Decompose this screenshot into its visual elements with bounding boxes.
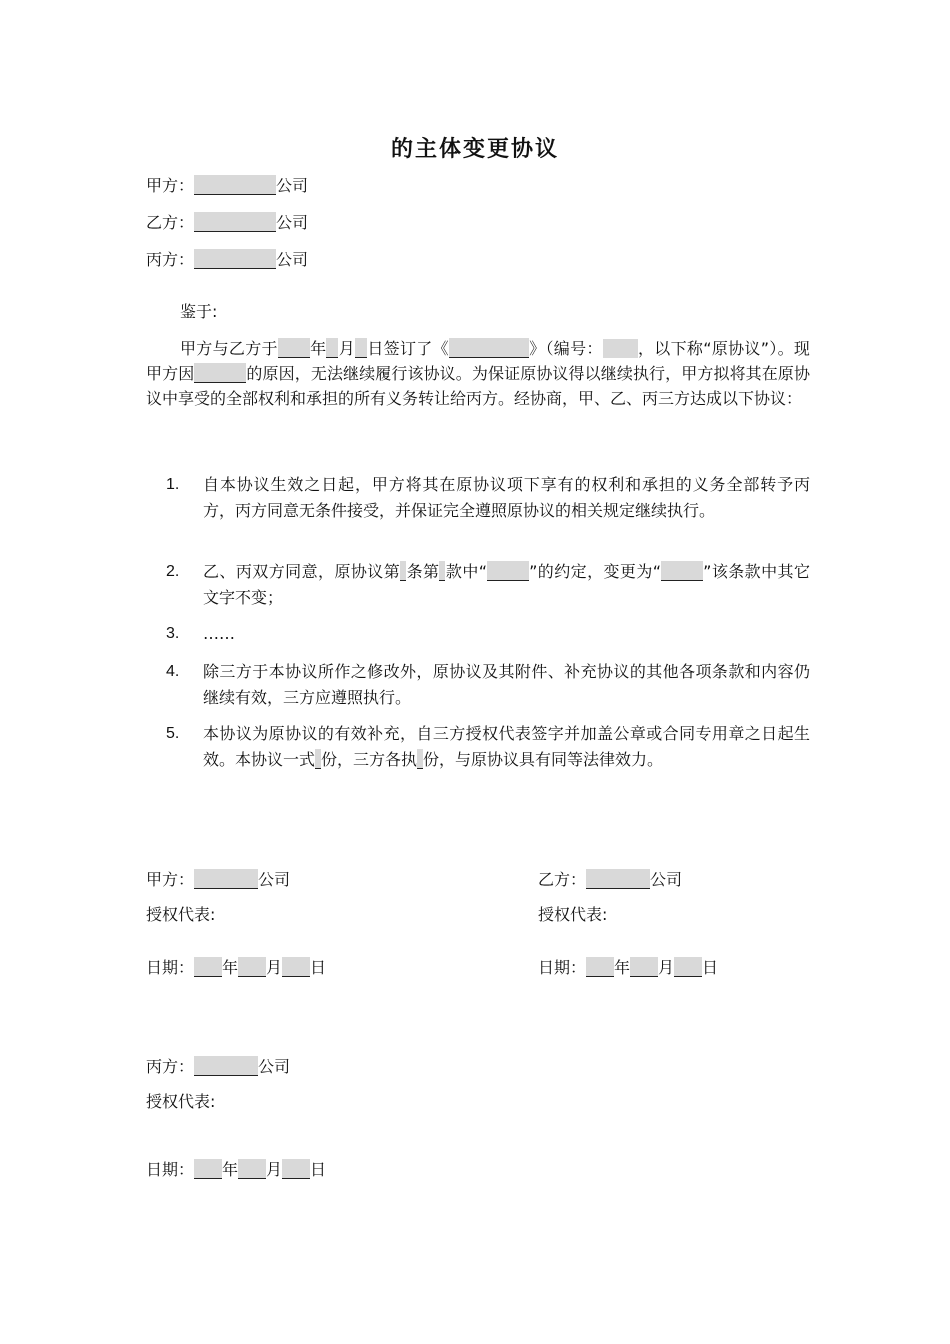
sign-c-day-field[interactable] bbox=[282, 1159, 310, 1179]
whereas-heading: 鉴于: bbox=[180, 302, 218, 321]
party-a-name-field[interactable] bbox=[194, 175, 276, 195]
party-b-line: 乙方： 公司 bbox=[146, 213, 309, 232]
sign-a-month-field[interactable] bbox=[238, 957, 266, 977]
sign-party-b-rep: 授权代表: bbox=[538, 905, 608, 924]
sign-party-c-date: 日期： 年 月 日 bbox=[146, 1160, 327, 1179]
sign-party-a: 甲方： 公司 bbox=[146, 870, 291, 889]
sign-year-field[interactable] bbox=[278, 338, 310, 358]
party-a-line: 甲方： 公司 bbox=[146, 176, 309, 195]
party-c-line: 丙方： 公司 bbox=[146, 250, 309, 269]
new-term-field[interactable] bbox=[661, 561, 703, 581]
reason-field[interactable] bbox=[194, 363, 246, 383]
sign-party-b-date: 日期： 年 月 日 bbox=[538, 958, 719, 977]
party-b-name-field[interactable] bbox=[194, 212, 276, 232]
clause-1: 1. 自本协议生效之日起，甲方将其在原协议项下享有的权利和承担的义务全部转予丙方，丙方同意无条件接受，并保证完全遵照原协议的相关规定继续执行。 bbox=[166, 475, 810, 520]
sign-party-b: 乙方： 公司 bbox=[538, 870, 683, 889]
original-term-field[interactable] bbox=[487, 561, 529, 581]
original-agreement-name-field[interactable] bbox=[449, 338, 529, 358]
sign-a-day-field[interactable] bbox=[282, 957, 310, 977]
sign-party-c-name-field[interactable] bbox=[194, 1056, 258, 1076]
sign-party-a-date: 日期： 年 月 日 bbox=[146, 958, 327, 977]
sign-party-a-name-field[interactable] bbox=[194, 869, 258, 889]
sign-party-a-rep: 授权代表: bbox=[146, 905, 216, 924]
sign-b-month-field[interactable] bbox=[630, 957, 658, 977]
sign-c-year-field[interactable] bbox=[194, 1159, 222, 1179]
sign-party-c: 丙方： 公司 bbox=[146, 1057, 291, 1076]
sign-c-month-field[interactable] bbox=[238, 1159, 266, 1179]
sign-b-day-field[interactable] bbox=[674, 957, 702, 977]
clause-5: 5. 本协议为原协议的有效补充，自三方授权代表签字并加盖公章或合同专用章之日起生效。本协议一式 份，三方各执 份，与原协议具有同等法律效力。 bbox=[166, 724, 810, 769]
clause-4: 4. 除三方于本协议所作之修改外，原协议及其附件、补充协议的其他各项条款和内容仍继续有效，三方应遵照执行。 bbox=[166, 662, 810, 707]
clause-2: 2. 乙、丙双方同意，原协议第 条第 款中“ ”的约定，变更为“ ”该条款中其它文字不变； bbox=[166, 562, 810, 607]
intro-paragraph: 甲方与乙方于 年 月 日签订了《 》（编号： ，以下称“原协议”）。现甲方因 的原因，无法继续履行该协议。为保证原协议得以继续执行，甲方拟将其在原协议中享受的全部权利和承担的所有义务转让给丙方。经协商，甲、乙、丙三方达成以下协议： bbox=[146, 339, 810, 408]
sign-party-b-name-field[interactable] bbox=[586, 869, 650, 889]
clause-3: 3. …… bbox=[166, 624, 235, 643]
sign-b-year-field[interactable] bbox=[586, 957, 614, 977]
sign-month-field[interactable] bbox=[326, 338, 338, 358]
page-title: 的主体变更协议 bbox=[390, 137, 559, 162]
sign-day-field[interactable] bbox=[355, 338, 367, 358]
party-c-name-field[interactable] bbox=[194, 249, 276, 269]
sign-party-c-rep: 授权代表: bbox=[146, 1092, 216, 1111]
agreement-number-field[interactable] bbox=[603, 339, 638, 358]
sign-a-year-field[interactable] bbox=[194, 957, 222, 977]
